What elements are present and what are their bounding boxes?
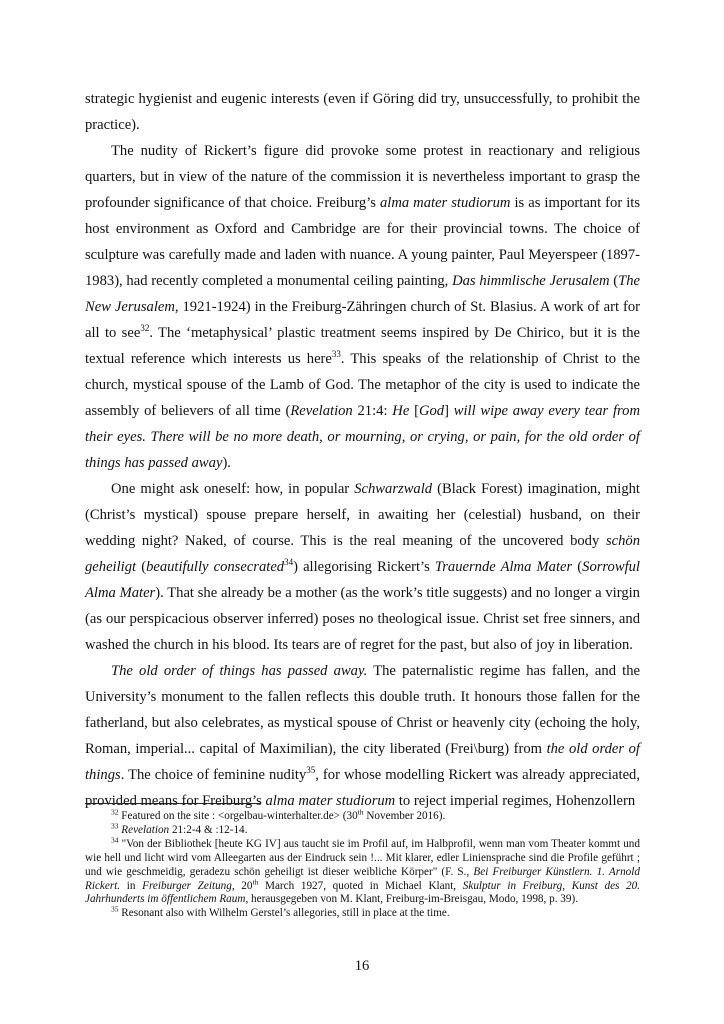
text-run: . The ‘metaphysical’ plastic treatment seems inspired by De Chirico, but it is the textual reference which interests us here	[85, 325, 640, 367]
italic-text: Revelation	[290, 403, 353, 419]
italic-text: The old order of things has passed away.	[111, 663, 368, 679]
italic-text: He	[392, 403, 410, 419]
text-run: 21:2-4 & :12-14.	[169, 823, 248, 836]
text-run: The nudity of Rickert’s figure did provoke some protest in reactionary and religious quarters, but in view of the nature of the commission it is nevertheless important to grasp the profounder significance of that choice. Freiburg’s	[85, 143, 640, 211]
footnote	[85, 835, 641, 908]
footnote-number: 33	[111, 821, 119, 831]
text-run: Resonant also with Wilhelm Gerstel’s allegories, still in place at the time.	[118, 907, 450, 920]
footnote-ref: th	[357, 807, 364, 817]
italic-text: Das himmlische Jerusalem	[452, 273, 610, 289]
text-run: One might ask oneself: how, in popular	[111, 481, 355, 497]
text-run: , for whose modelling Rickert was already appreciated, provided means for Freiburg’s	[85, 767, 640, 809]
footnote-ref: 35	[306, 765, 316, 776]
text-run: (	[609, 273, 619, 289]
text-run: strategic hygienist and eugenic interests (even if Göring did try, unsuccessfully, to prohibit the practice).	[85, 91, 640, 133]
text-run: in	[120, 879, 143, 892]
text-run: , herausgegeben von M. Klant, Freiburg-im-Breisgau, Modo, 1998, p. 39).	[245, 893, 579, 906]
text-run: 21:4:	[352, 403, 393, 419]
text-run: . The choice of feminine nudity	[120, 767, 307, 783]
text-run: is as important for its host environment as Oxford and Cambridge are for their provincial towns. The choice of sculpture was carefully made and laden with nuance. A young painter, Paul Meyerspeer (1897-1983), had recently completed a monumental ceiling painting,	[85, 195, 640, 289]
italic-text: Freiburger Zeitung	[142, 879, 232, 892]
italic-text: schön geheiligt	[85, 533, 640, 575]
text-run: ]	[444, 403, 454, 419]
text-run: ) allegorising Rickert’s	[293, 559, 435, 575]
italic-text: Bei Freiburger Künstlern. 1. Arnold Rickert.	[85, 865, 640, 892]
text-run: November 2016).	[363, 810, 446, 822]
text-run: (	[136, 559, 147, 575]
italic-text: Sorrowful Alma Mater	[85, 559, 640, 601]
paragraph	[85, 86, 640, 138]
text-run: March 1927, quoted in Michael Klant,	[258, 879, 463, 892]
footnote-ref: 32	[140, 323, 150, 334]
text-run: to reject imperial regimes, Hohenzollern	[395, 793, 636, 809]
text-run: ). That she already be a mother (as the work’s title suggests) and no longer a virgin (as our perspicacious observer inferred) poses no theological issue. Christ set free sinners, and washed the church in his blood. Its tears are of regret for the past, but also of joy in liberation.	[85, 585, 640, 653]
italic-text: alma mater studiorum	[265, 793, 396, 809]
text-run: Featured on the site : <orgelbau-winterhalter.de> (30	[118, 810, 358, 822]
footnote-number: 35	[111, 904, 119, 914]
text-run: (	[572, 559, 583, 575]
page-number: 16	[354, 958, 370, 974]
italic-text: Skulptur in Freiburg, Kunst des 20. Jahrhunderts im öffentlichem Raum	[85, 879, 641, 906]
footnotes	[85, 807, 641, 921]
italic-text: alma mater studiorum	[379, 195, 511, 211]
text-run: , 20	[231, 879, 253, 892]
footnote	[85, 904, 640, 921]
italic-text: beautifully consecrated	[146, 559, 285, 575]
text-run: (Black Forest) imagination, might (Christ’s mystical) spouse prepare herself, in awaiting her (celestial) husband, on their wedding night? Naked, of course. This is the real meaning of the uncovered body	[85, 481, 640, 549]
paragraph	[85, 476, 640, 658]
footnote-number: 34	[111, 835, 119, 845]
footnote	[85, 807, 640, 824]
footnote-ref: th	[252, 876, 259, 886]
paragraph	[85, 138, 640, 476]
text-run: . This speaks of the relationship of Christ to the church, mystical spouse of the Lamb of God. The metaphor of the city is used to indicate the assembly of believers of all time (	[85, 351, 640, 419]
footnote-separator	[85, 803, 261, 804]
footnote-ref: 34	[284, 557, 294, 568]
italic-text: the old order of things	[85, 741, 640, 783]
footnote	[85, 821, 640, 838]
footnote-number: 32	[111, 807, 119, 817]
text-run: "Von der Bibliothek [heute KG IV] aus taucht sie im Profil auf, im Halbprofil, wenn man vom Theater kommt und wie hell und licht wird vom Alleegarten aus der Eindruck sein !... Mit klarer, edler Liniensprache sind die Profile geführt ; und wie geschmeidig, geradezu schön geheiligt ist dieser weibliche Körper" (F. S.,	[85, 837, 640, 878]
text-run: ).	[222, 455, 231, 471]
italic-text: Revelation	[121, 823, 170, 836]
italic-text: Trauernde Alma Mater	[434, 559, 573, 575]
italic-text: God	[418, 403, 445, 419]
italic-text: will wipe away every tear from their eyes. There will be no more death, or mourning, or crying, or pain, for the old order of things has passed away	[85, 403, 640, 471]
text-run: The paternalistic regime has fallen, and the University’s monument to the fallen reflects this double truth. It honours those fallen for the fatherland, but also celebrates, as mystical spouse of Christ or heavenly city (echoing the holy, Roman, imperial... capital of Maximilian), the city liberated (Frei\burg) from	[85, 663, 640, 757]
footnote-ref: 33	[331, 349, 341, 360]
text-run: [	[409, 403, 419, 419]
italic-text: The New Jerusalem	[85, 273, 640, 315]
italic-text: Schwarzwald	[354, 481, 433, 497]
text-run: , 1921-1924) in the Freiburg-Zähringen church of St. Blasius. A work of art for all to see	[85, 299, 640, 341]
